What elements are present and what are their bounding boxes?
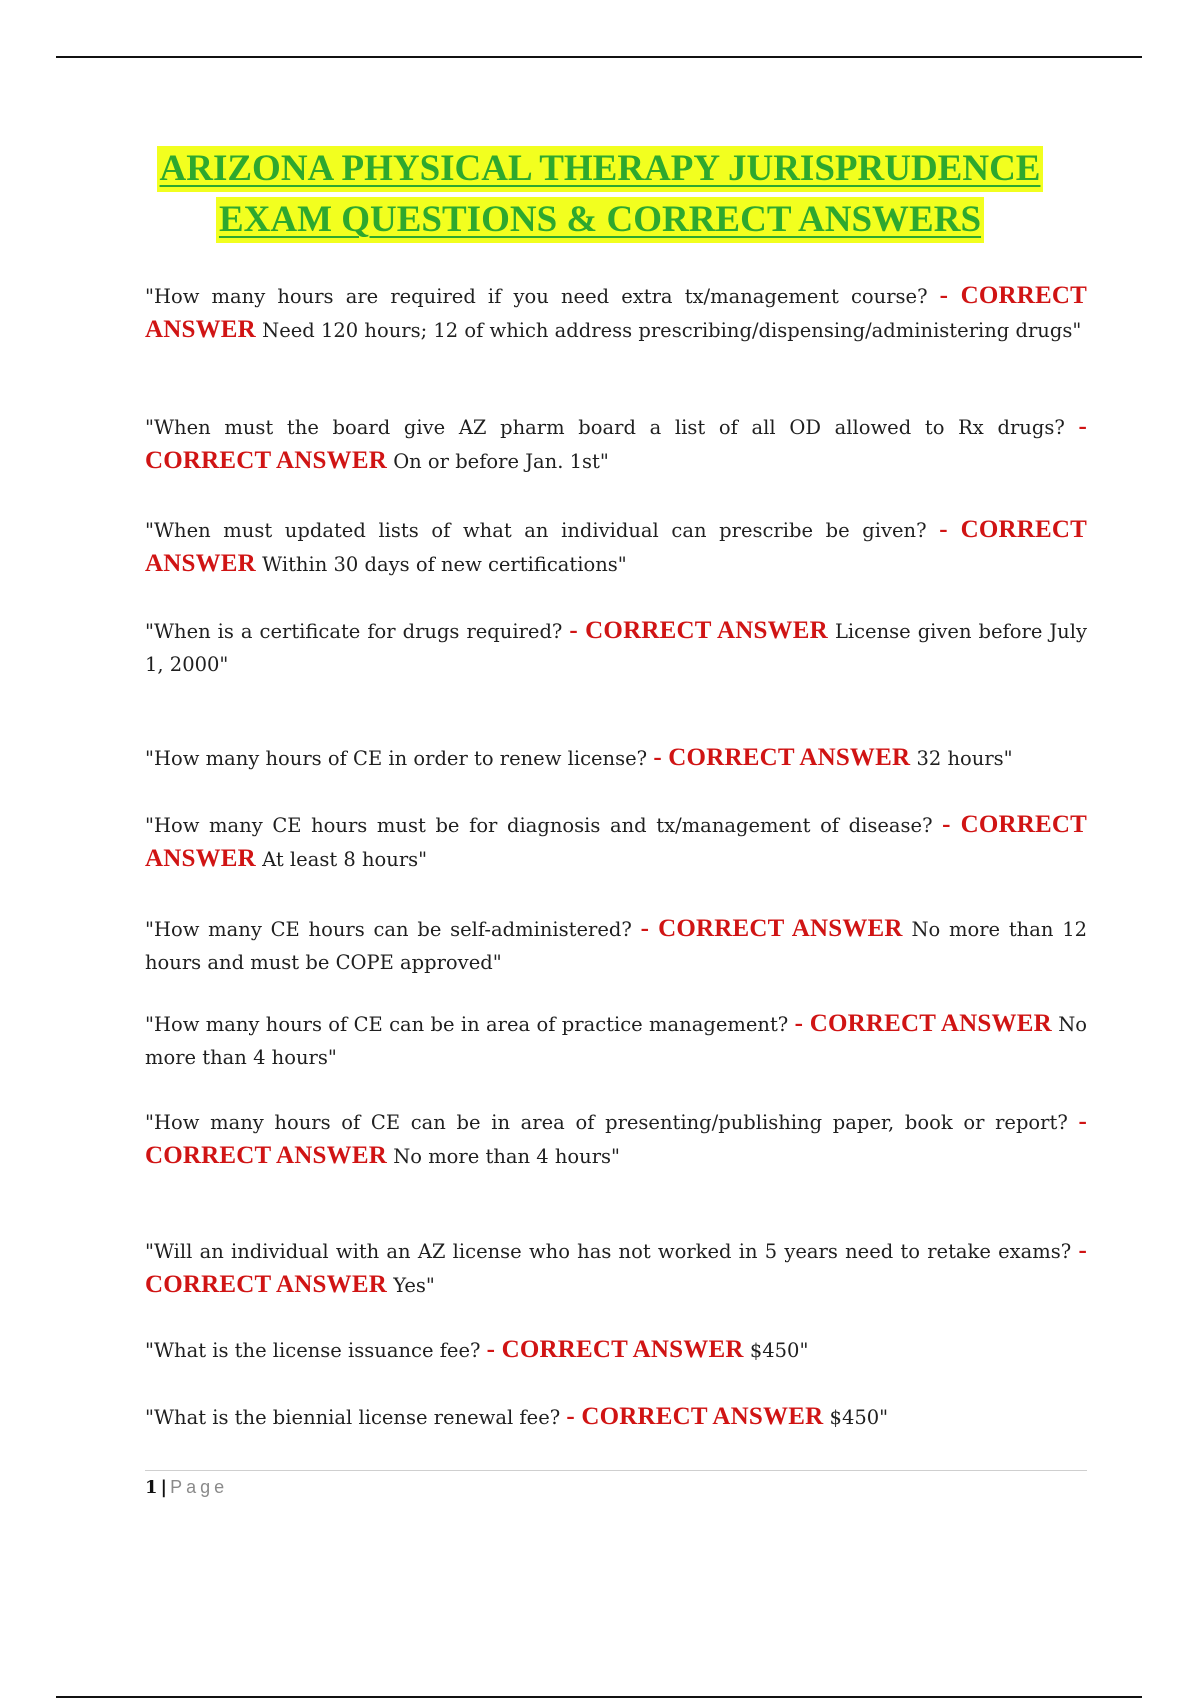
question-text: "How many hours of CE can be in area of presenting/publishing paper, book or report? <box>145 1111 1068 1134</box>
answer-text: At least 8 hours" <box>262 848 428 871</box>
page-footer <box>145 1474 228 1501</box>
question-text: "What is the biennial license renewal fee? <box>145 1406 561 1429</box>
answer-label: - CORRECT ANSWER <box>486 1336 744 1363</box>
bottom-rule <box>56 1696 1142 1698</box>
answer-label: - CORRECT ANSWER <box>640 915 903 942</box>
answer-label: - CORRECT ANSWER <box>794 1010 1052 1037</box>
title-line-2: EXAM QUESTIONS & CORRECT ANSWERS <box>216 197 984 243</box>
page-number: 1 <box>145 1477 158 1498</box>
qa-item <box>145 1007 1087 1074</box>
question-text: "How many hours of CE can be in area of practice management? <box>145 1013 789 1036</box>
question-text: "What is the license issuance fee? <box>145 1339 481 1362</box>
answer-text: No more than 12 hours and must be COPE approved" <box>145 918 1088 974</box>
question-text: "How many hours of CE in order to renew license? <box>145 747 648 770</box>
qa-item <box>145 1333 1087 1367</box>
answer-text: License given before July 1, 2000" <box>145 620 1087 676</box>
qa-item <box>145 410 1087 478</box>
page-label: Page <box>170 1477 229 1497</box>
question-text: "When is a certificate for drugs required? <box>145 620 563 643</box>
question-text: "When must updated lists of what an individual can prescribe be given? <box>145 519 927 542</box>
answer-text: No more than 4 hours" <box>145 1013 1087 1069</box>
question-text: "Will an individual with an AZ license who has not worked in 5 years need to retake exams? <box>145 1240 1072 1263</box>
answer-label: - CORRECT ANSWER <box>145 282 1087 343</box>
answer-text: On or before Jan. 1st" <box>393 450 609 473</box>
answer-text: $450" <box>829 1406 889 1429</box>
document-title <box>0 146 1200 248</box>
answer-label: - CORRECT ANSWER <box>653 744 911 771</box>
answer-label: - CORRECT ANSWER <box>145 516 1088 577</box>
question-text: "How many CE hours must be for diagnosis and tx/management of disease? <box>145 814 933 837</box>
footer-separator: | <box>160 1477 168 1498</box>
qa-item <box>145 1234 1087 1302</box>
answer-label: - CORRECT ANSWER <box>145 811 1087 872</box>
footer-rule <box>145 1470 1087 1471</box>
question-text: "When must the board give AZ pharm board a list of all OD allowed to Rx drugs? <box>145 416 1065 439</box>
answer-text: Yes" <box>393 1274 435 1297</box>
qa-item <box>145 614 1087 681</box>
answer-label: - CORRECT ANSWER <box>569 617 828 644</box>
header-rule <box>56 56 1142 58</box>
title-line-1: ARIZONA PHYSICAL THERAPY JURISPRUDENCE <box>157 146 1044 192</box>
qa-item <box>145 741 1087 775</box>
question-text: "How many hours are required if you need extra tx/management course? <box>145 285 928 308</box>
answer-text: Need 120 hours; 12 of which address prescribing/dispensing/administering drugs" <box>262 319 1082 342</box>
answer-text: Within 30 days of new certifications" <box>262 553 627 576</box>
qa-item <box>145 1105 1087 1173</box>
answer-text: 32 hours" <box>916 747 1013 770</box>
answer-label: - CORRECT ANSWER <box>145 413 1087 474</box>
qa-item <box>145 808 1087 876</box>
qa-item <box>145 513 1087 581</box>
qa-item <box>145 912 1087 979</box>
answer-text: No more than 4 hours" <box>393 1145 621 1168</box>
answer-label: - CORRECT ANSWER <box>145 1108 1087 1169</box>
answer-label: - CORRECT ANSWER <box>145 1237 1087 1298</box>
answer-label: - CORRECT ANSWER <box>566 1403 824 1430</box>
answer-text: $450" <box>749 1339 809 1362</box>
question-text: "How many CE hours can be self-administered? <box>145 918 632 941</box>
qa-item <box>145 279 1087 347</box>
qa-item <box>145 1400 1087 1434</box>
